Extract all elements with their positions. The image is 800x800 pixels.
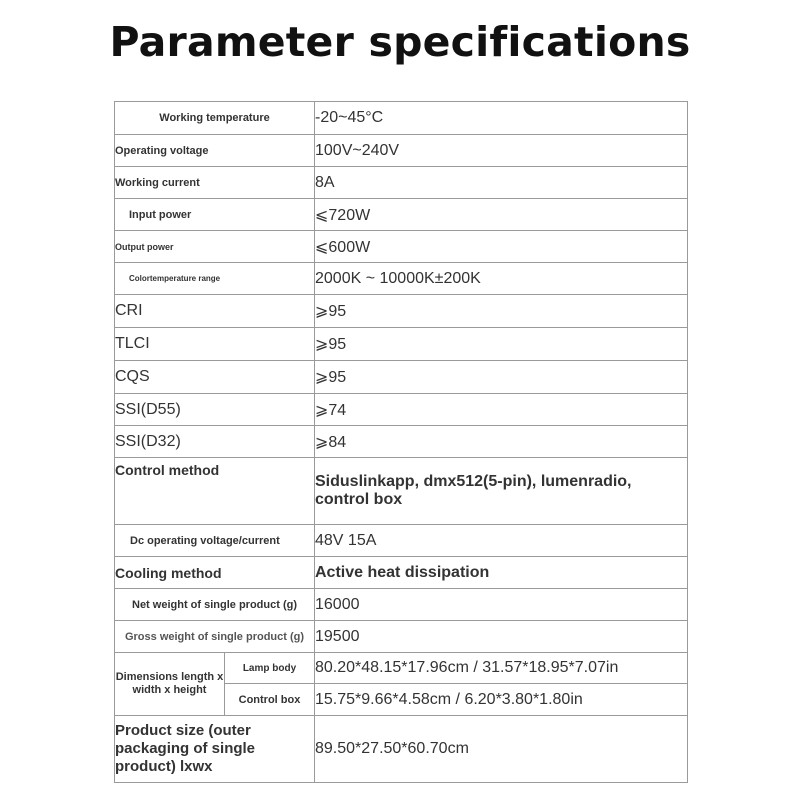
spec-value: ⩾95: [315, 295, 688, 328]
package-size-value: 89.50*27.50*60.70cm: [315, 716, 688, 783]
table-row: [115, 458, 688, 525]
spec-label: Colortemperature range: [115, 263, 315, 295]
spec-label: Cooling method: [115, 557, 315, 589]
table-row: [115, 589, 688, 621]
table-row: [115, 426, 688, 458]
spec-value: 19500: [315, 621, 688, 653]
table-row: [115, 295, 688, 328]
table-row: [115, 167, 688, 199]
spec-label: CQS: [115, 361, 315, 394]
spec-label: SSI(D32): [115, 426, 315, 458]
spec-value: ⩾74: [315, 394, 688, 426]
page-title: Parameter specifications: [109, 18, 691, 66]
spec-table: [114, 101, 688, 783]
table-row: [115, 135, 688, 167]
table-row: [115, 621, 688, 653]
spec-value: 2000K ~ 10000K±200K: [315, 263, 688, 295]
spec-label: Output power: [115, 231, 315, 263]
spec-label: Working current: [115, 167, 315, 199]
table-row: [115, 231, 688, 263]
spec-label: Dc operating voltage/current: [115, 525, 315, 557]
table-row: [115, 716, 688, 783]
table-row: [115, 525, 688, 557]
spec-value: Active heat dissipation: [315, 557, 688, 589]
spec-label: TLCI: [115, 328, 315, 361]
spec-value: 48V 15A: [315, 525, 688, 557]
table-row: [115, 199, 688, 231]
control-box-value: 15.75*9.66*4.58cm / 6.20*3.80*1.80in: [315, 684, 688, 716]
control-box-label: Control box: [225, 684, 315, 716]
package-size-label: Product size (outer packaging of single product) lxwx: [115, 716, 315, 783]
table-row: [115, 263, 688, 295]
table-row: [115, 361, 688, 394]
spec-value: 8A: [315, 167, 688, 199]
spec-value: ⩽720W: [315, 199, 688, 231]
spec-value: 100V~240V: [315, 135, 688, 167]
lamp-body-label: Lamp body: [225, 653, 315, 684]
spec-value: ⩾95: [315, 361, 688, 394]
spec-label: Net weight of single product (g): [115, 589, 315, 621]
table-row: [115, 328, 688, 361]
spec-label: Operating voltage: [115, 135, 315, 167]
spec-label: Gross weight of single product (g): [115, 621, 315, 653]
spec-value: ⩽600W: [315, 231, 688, 263]
spec-label: Input power: [115, 199, 315, 231]
dimensions-label: Dimensions length x width x height: [115, 653, 225, 716]
spec-value: 16000: [315, 589, 688, 621]
spec-value: ⩾84: [315, 426, 688, 458]
spec-label: Control method: [115, 458, 315, 525]
table-row: [115, 394, 688, 426]
table-row: [115, 557, 688, 589]
spec-value: ⩾95: [315, 328, 688, 361]
lamp-body-value: 80.20*48.15*17.96cm / 31.57*18.95*7.07in: [315, 653, 688, 684]
table-row: [115, 653, 688, 684]
spec-value: -20~45°C: [315, 102, 688, 135]
spec-label: CRI: [115, 295, 315, 328]
table-row: [115, 102, 688, 135]
spec-value: Siduslinkapp, dmx512(5-pin), lumenradio, control box: [315, 458, 688, 525]
spec-label: Working temperature: [115, 102, 315, 135]
spec-label: SSI(D55): [115, 394, 315, 426]
